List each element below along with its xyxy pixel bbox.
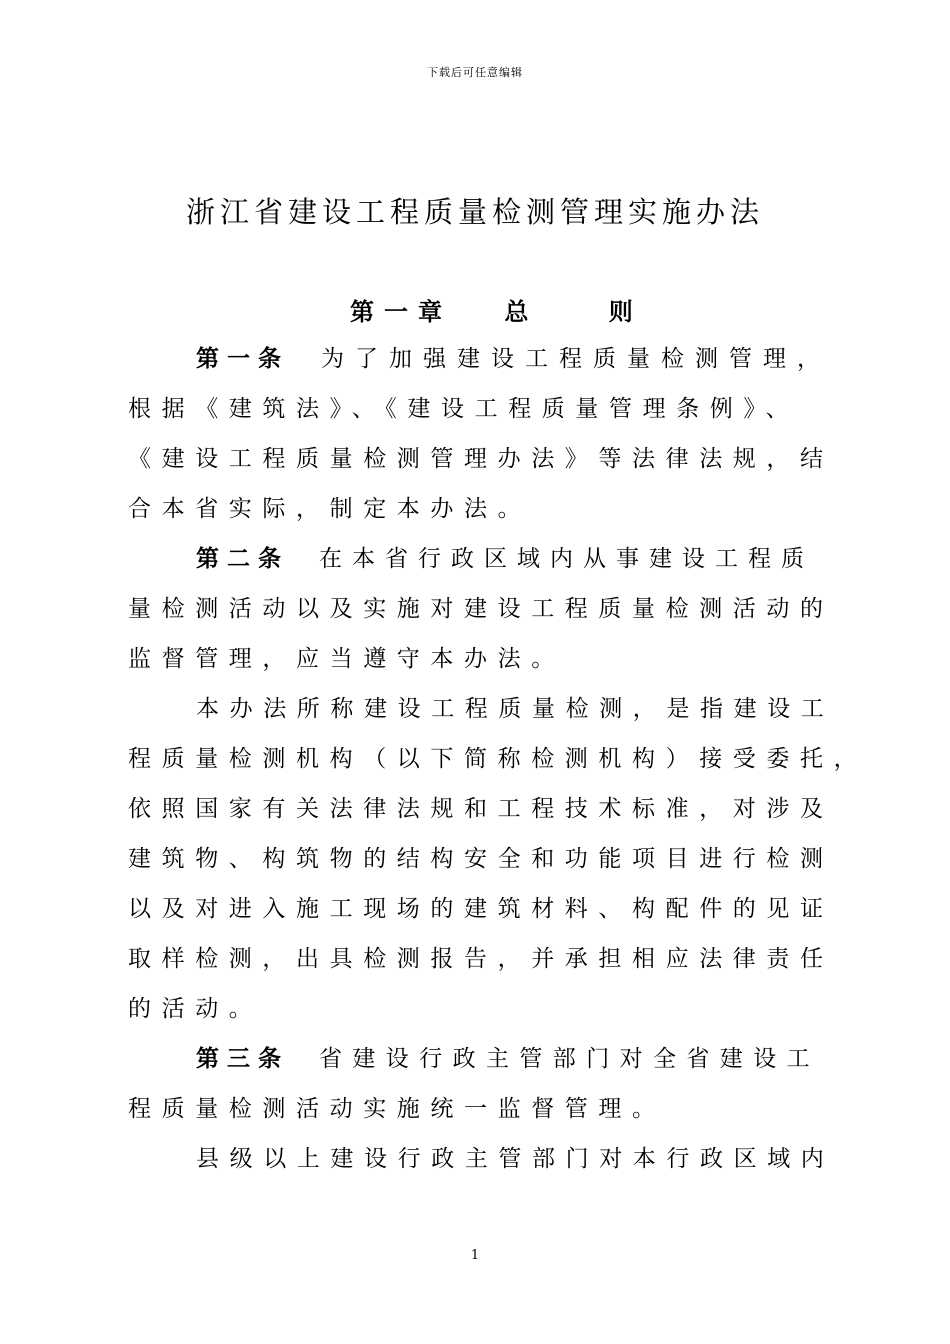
text-line: 本办法所称建设工程质量检测，是指建设工 xyxy=(196,696,835,722)
article-label: 第二条 xyxy=(196,546,289,572)
document-title: 浙江省建设工程质量检测管理实施办法 xyxy=(185,195,764,229)
text-line: 的活动。 xyxy=(128,996,263,1022)
article-label: 第三条 xyxy=(196,1046,289,1072)
chapter-name-2: 则 xyxy=(608,298,633,326)
chapter-name-1: 总 xyxy=(504,298,529,326)
line-text: 为了加强建设工程质量检测管理， xyxy=(321,346,831,372)
chapter-number: 第一章 xyxy=(350,298,452,326)
line-text: 省建设行政主管部门对全省建设工 xyxy=(319,1046,820,1072)
text-line xyxy=(196,544,848,574)
page-number: 1 xyxy=(470,1248,480,1263)
text-line: 依照国家有关法律法规和工程技术标准，对涉及 xyxy=(128,796,834,822)
text-line: 《建设工程质量检测管理办法》等法律法规，结 xyxy=(128,446,834,472)
text-line: 程质量检测机构（以下简称检测机构）接受委托， xyxy=(128,746,868,772)
text-line: 合本省实际，制定本办法。 xyxy=(128,496,532,522)
text-line: 取样检测，出具检测报告，并承担相应法律责任 xyxy=(128,946,834,972)
text-line: 根据《建筑法》、《建设工程质量管理条例》、 xyxy=(128,396,800,422)
text-line: 监督管理，应当遵守本办法。 xyxy=(128,646,565,672)
header-note: 下载后可任意编辑 xyxy=(427,66,523,79)
text-line: 以及对进入施工现场的建筑材料、构配件的见证 xyxy=(128,896,834,922)
text-line: 程质量检测活动实施统一监督管理。 xyxy=(128,1096,666,1122)
text-line: 县级以上建设行政主管部门对本行政区域内 xyxy=(196,1146,835,1172)
text-line: 建筑物、构筑物的结构安全和功能项目进行检测 xyxy=(128,846,834,872)
text-line xyxy=(196,1044,848,1074)
chapter-heading xyxy=(350,292,633,327)
text-line: 量检测活动以及实施对建设工程质量检测活动的 xyxy=(128,596,834,622)
line-text: 在本省行政区域内从事建设工程质 xyxy=(319,546,814,572)
text-line xyxy=(196,344,848,374)
article-label: 第一条 xyxy=(196,346,289,372)
